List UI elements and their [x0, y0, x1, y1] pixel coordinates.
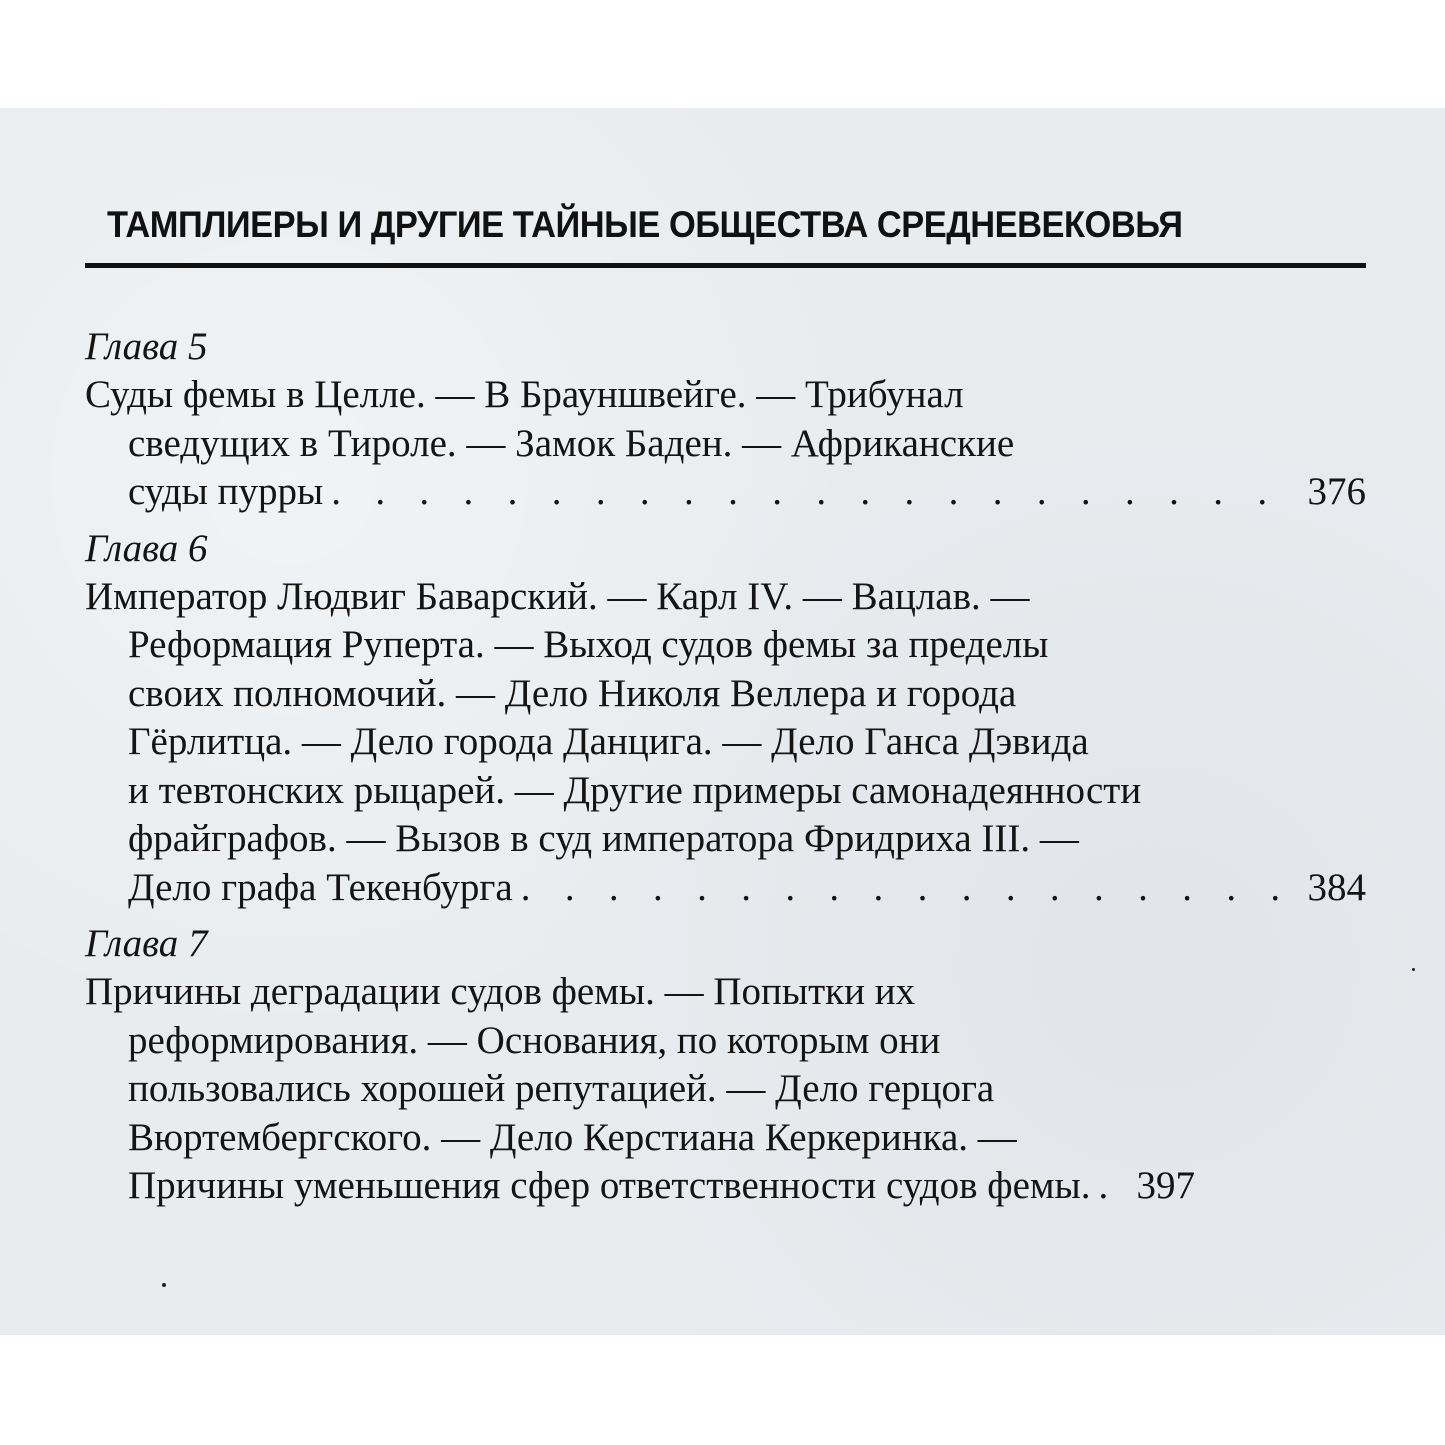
book-page	[0, 108, 1445, 1335]
entry-last-line	[85, 864, 1366, 913]
running-header: ТАМПЛИЕРЫ И ДРУГИЕ ТАЙНЫЕ ОБЩЕСТВА СРЕДНЕВЕКОВЬЯ	[107, 204, 1183, 245]
entry-line: Вюртембергского. — Дело Керстиана Керкеринка. —	[128, 1115, 1017, 1159]
entry-line: фрайграфов. — Вызов в суд императора Фридриха III. —	[128, 817, 1079, 860]
paper-speck	[162, 1283, 166, 1287]
entry-last-line	[85, 1162, 1366, 1211]
entry-line: Суды фемы в Целле. — В Брауншвейге. — Трибунал	[85, 373, 964, 416]
table-of-contents	[85, 323, 1366, 1211]
dot-leader	[331, 468, 1303, 517]
chapter-label: Глава 7	[85, 922, 208, 965]
paper-speck	[1412, 968, 1415, 971]
header-rule	[85, 263, 1366, 268]
entry-line: Причины уменьшения сфер ответственности судов фемы.	[128, 1164, 1091, 1207]
entry-line: Гёрлитца. — Дело города Данцига. — Дело Ганса Дэвида	[128, 720, 1089, 763]
toc-entry-chapter-6	[85, 525, 1366, 913]
entry-line: Дело графа Текенбурга	[128, 865, 513, 909]
toc-entry-chapter-5	[85, 323, 1366, 517]
entry-line: сведущих в Тироле. — Замок Баден. — Африканские	[128, 421, 1015, 465]
entry-line: пользовались хорошей репутацией. — Дело герцога	[128, 1067, 995, 1110]
chapter-label: Глава 5	[85, 325, 208, 368]
page-number: 397	[1136, 1164, 1196, 1207]
entry-line: Император Людвиг Баварский. — Карл IV. — Вацлав. —	[85, 574, 1030, 618]
dot-leader	[521, 864, 1304, 913]
entry-last-line	[85, 468, 1366, 517]
entry-line: и тевтонских рыцарей. — Другие примеры самонадеянности	[128, 768, 1142, 812]
page-number: 384	[1307, 865, 1366, 909]
chapter-label: Глава 6	[85, 526, 208, 570]
entry-line: суды пурры	[128, 470, 324, 513]
page-number: 376	[1307, 470, 1366, 513]
entry-line: реформирования. — Основания, по которым они	[128, 1018, 941, 1062]
dot-leader	[1099, 1162, 1133, 1211]
entry-line: Причины деградации судов фемы. — Попытки их	[85, 970, 916, 1013]
entry-line: своих полномочий. — Дело Николя Веллера и города	[128, 671, 1017, 715]
entry-line: Реформация Руперта. — Выход судов фемы за пределы	[128, 623, 1049, 666]
toc-entry-chapter-7	[85, 920, 1366, 1211]
